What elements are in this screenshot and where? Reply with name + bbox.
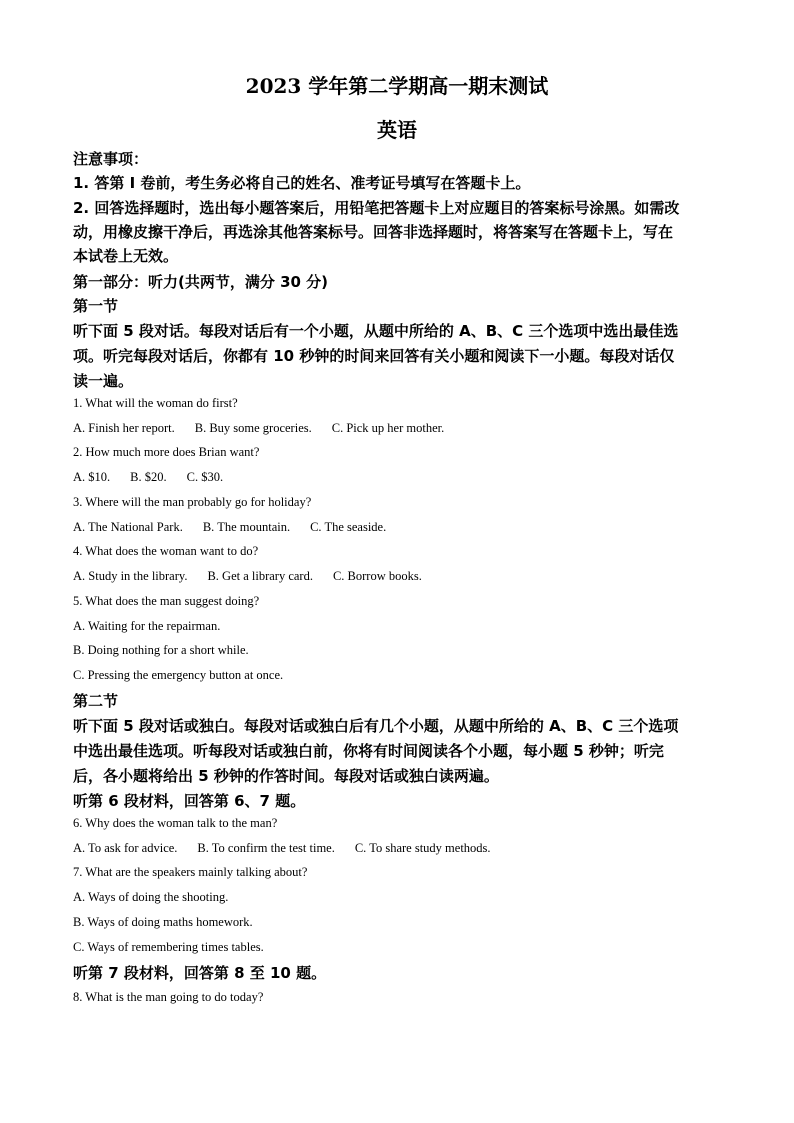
notice-line-2b: 动，用橡皮擦干净后，再选涂其他答案标号。回答非选择题时，将答案写在答题卡上，写在	[73, 223, 674, 241]
material-6-heading: 听第 6 段材料，回答第 6、7 题。	[73, 792, 306, 810]
section1-instruction-c: 读一遍。	[73, 372, 134, 390]
section1-instruction-b: 项。听完每段对话后，你都有 10 秒钟的时间来回答有关小题和阅读下一小题。每段对话仅	[73, 347, 675, 365]
exam-title: 2023 学年第二学期高一期末测试	[245, 74, 549, 98]
section1-instruction-a: 听下面 5 段对话。每段对话后有一个小题，从题中所给的 A、B、C 三个选项中选出最佳选	[73, 322, 679, 340]
q5-option-a: A. Waiting for the repairman.	[73, 619, 221, 633]
q7-option-a: A. Ways of doing the shooting.	[73, 890, 229, 904]
question-4-options	[73, 569, 442, 584]
notice-line-2a: 2. 回答选择题时，选出每小题答案后，用铅笔把答题卡上对应题目的答案标号涂黑。如需改	[73, 199, 680, 217]
material-7-heading: 听第 7 段材料，回答第 8 至 10 题。	[73, 964, 327, 982]
q6-option-b: B. To confirm the test time.	[197, 841, 335, 855]
q4-option-a: A. Study in the library.	[73, 569, 188, 583]
section2-instruction-b: 中选出最佳选项。听每段对话或独白前，你将有时间阅读各个小题，每小题 5 秒钟；听完	[73, 742, 664, 760]
q6-option-c: C. To share study methods.	[354, 841, 491, 855]
q5-option-c: C. Pressing the emergency button at once.	[73, 668, 284, 682]
question-3-options	[73, 520, 406, 535]
question-5-stem: 5. What does the man suggest doing?	[73, 594, 260, 608]
section1-heading: 第一节	[73, 297, 119, 315]
q6-option-a: A. To ask for advice.	[73, 841, 178, 855]
q4-option-b: B. Get a library card.	[207, 569, 313, 583]
section2-heading: 第二节	[73, 692, 119, 710]
q3-option-a: A. The National Park.	[73, 520, 183, 534]
question-1-options	[73, 421, 464, 436]
q1-option-c: C. Pick up her mother.	[331, 421, 445, 435]
q5-option-b: B. Doing nothing for a short while.	[73, 643, 249, 657]
notice-line-1: 1. 答第 I 卷前，考生务必将自己的姓名、准考证号填写在答题卡上。	[73, 174, 531, 192]
q4-option-c: C. Borrow books.	[332, 569, 422, 583]
q2-option-a: A. $10.	[73, 470, 111, 484]
section2-instruction-a: 听下面 5 段对话或独白。每段对话或独白后有几个小题，从题中所给的 A、B、C 三个选项	[73, 717, 679, 735]
question-4-stem: 4. What does the woman want to do?	[73, 544, 259, 558]
part1-heading: 第一部分：听力(共两节，满分 30 分)	[73, 273, 329, 291]
q1-option-b: B. Buy some groceries.	[194, 421, 312, 435]
q2-option-b: B. $20.	[130, 470, 167, 484]
q2-option-c: C. $30.	[186, 470, 224, 484]
question-1-stem: 1. What will the woman do first?	[73, 396, 238, 410]
q7-option-b: B. Ways of doing maths homework.	[73, 915, 253, 929]
q3-option-c: C. The seaside.	[310, 520, 387, 534]
question-6-options	[73, 841, 511, 856]
question-2-options	[73, 470, 243, 485]
section2-instruction-c: 后，各小题将给出 5 秒钟的作答时间。每段对话或独白读两遍。	[73, 767, 499, 785]
question-8-stem: 8. What is the man going to do today?	[73, 990, 264, 1004]
question-3-stem: 3. Where will the man probably go for holiday?	[73, 495, 312, 509]
exam-subject: 英语	[377, 118, 417, 142]
question-6-stem: 6. Why does the woman talk to the man?	[73, 816, 278, 830]
q7-option-c: C. Ways of remembering times tables.	[73, 940, 264, 954]
question-2-stem: 2. How much more does Brian want?	[73, 445, 260, 459]
notice-line-2c: 本试卷上无效。	[73, 247, 179, 265]
question-7-stem: 7. What are the speakers mainly talking about?	[73, 865, 308, 879]
notice-heading: 注意事项：	[73, 150, 149, 168]
q3-option-b: B. The mountain.	[202, 520, 291, 534]
q1-option-a: A. Finish her report.	[73, 421, 175, 435]
